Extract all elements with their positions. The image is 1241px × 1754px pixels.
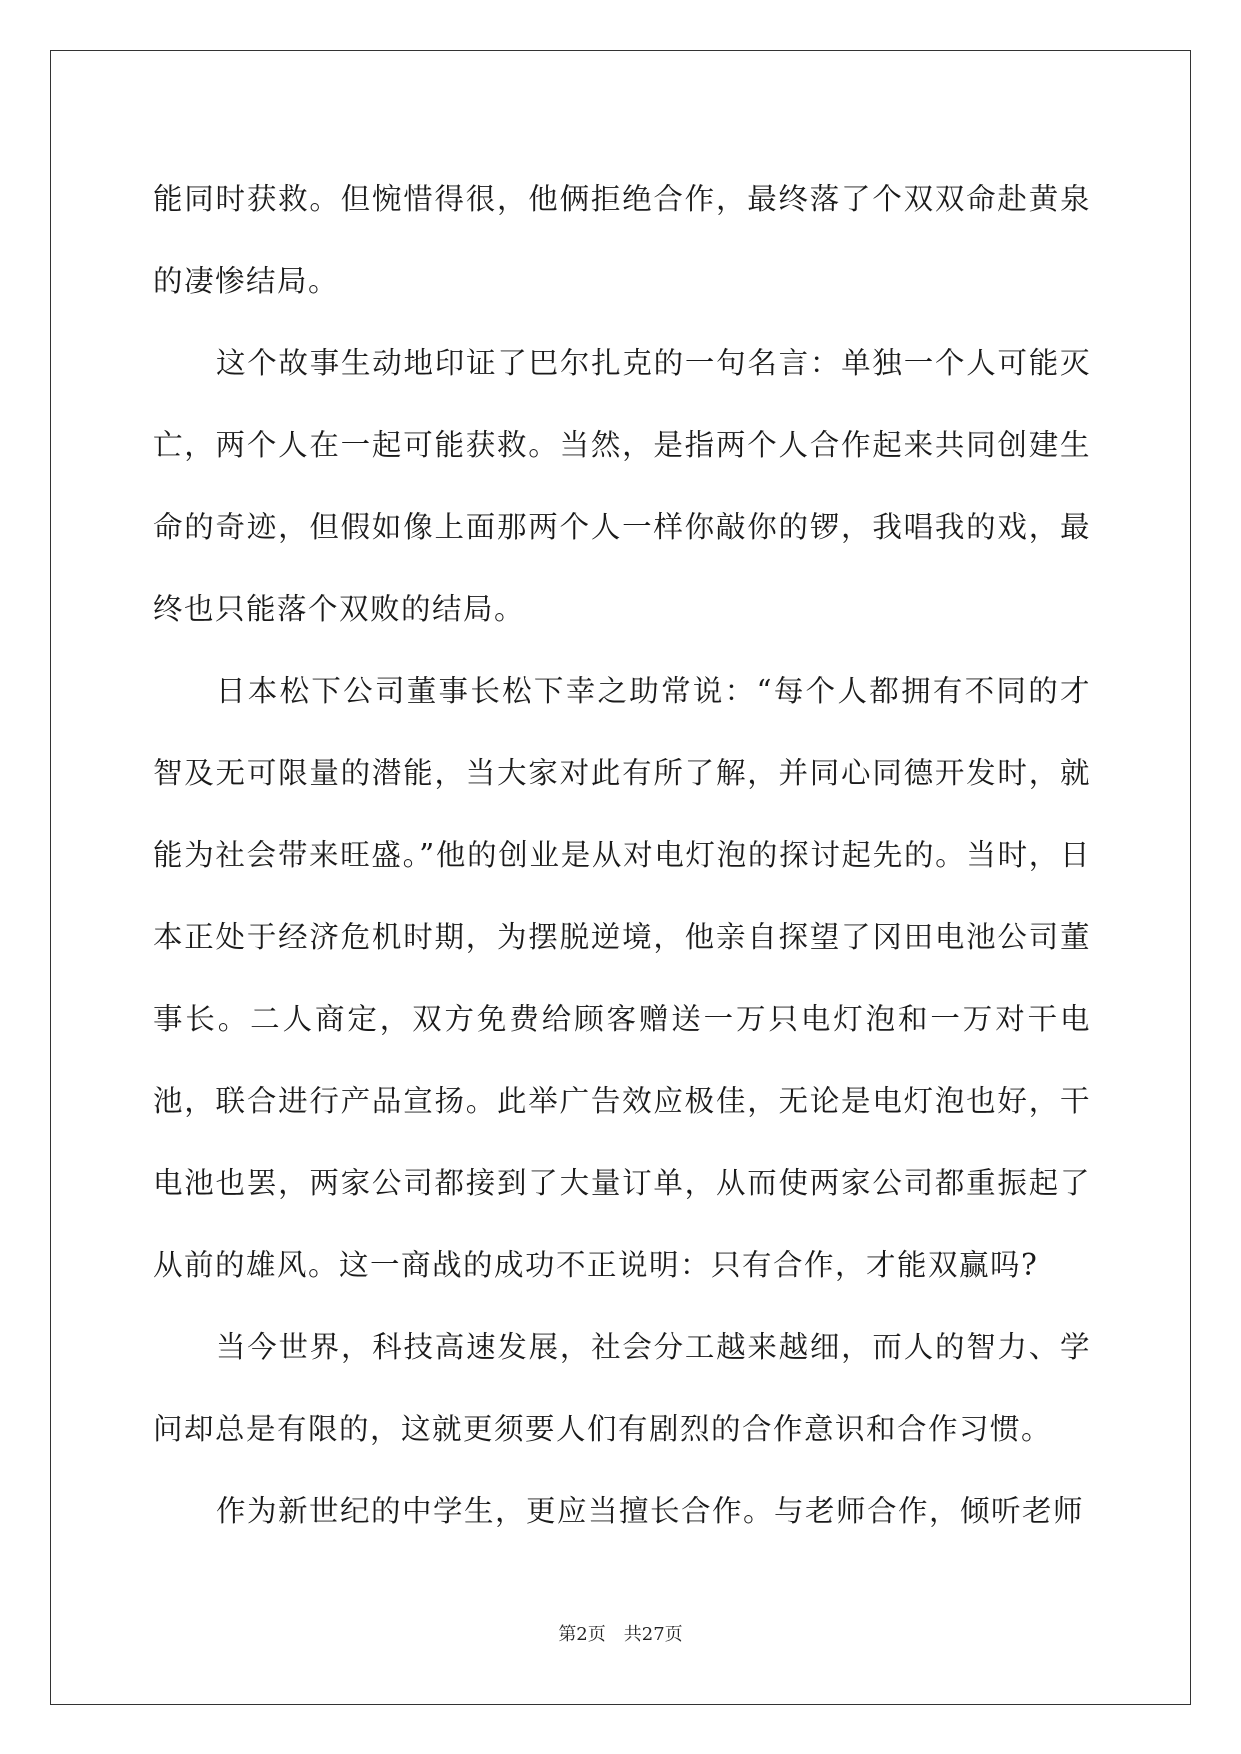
- page-number: 第2页: [558, 1624, 606, 1645]
- page-footer: [0, 1620, 1241, 1646]
- paragraph-4: 当今世界，科技高速发展，社会分工越来越细，而人的智力、学问却总是有限的，这就更须要人们有剧烈的合作意识和合作习惯。: [153, 1330, 1091, 1446]
- page-total: 共27页: [623, 1624, 683, 1645]
- paragraph-3: 日本松下公司董事长松下幸之助常说：“每个人都拥有不同的才智及无可限量的潜能，当大家对此有所了解，并同心同德开发时，就能为社会带来旺盛。”他的创业是从对电灯泡的探讨起先的。当时，日本正处于经济危机时期，为摆脱逆境，他亲自探望了冈田电池公司董事长。二人商定，双方免费给顾客赠送一万只电灯泡和一万对干电池，联合进行产品宣扬。此举广告效应极佳，无论是电灯泡也好，干电池也罢，两家公司都接到了大量订单，从而使两家公司都重振起了从前的雄风。这一商战的成功不正说明：只有合作，才能双赢吗?: [153, 674, 1091, 1282]
- paragraph-2: 这个故事生动地印证了巴尔扎克的一句名言：单独一个人可能灭亡，两个人在一起可能获救。当然，是指两个人合作起来共同创建生命的奇迹，但假如像上面那两个人一样你敲你的锣，我唱我的戏，最终也只能落个双败的结局。: [153, 346, 1091, 626]
- document-body: [153, 158, 1091, 1552]
- paragraph-1: 能同时获救。但惋惜得很，他俩拒绝合作，最终落了个双双命赴黄泉的凄惨结局。: [153, 182, 1091, 298]
- paragraph-5: 作为新世纪的中学生，更应当擅长合作。与老师合作，倾听老师: [216, 1494, 1085, 1528]
